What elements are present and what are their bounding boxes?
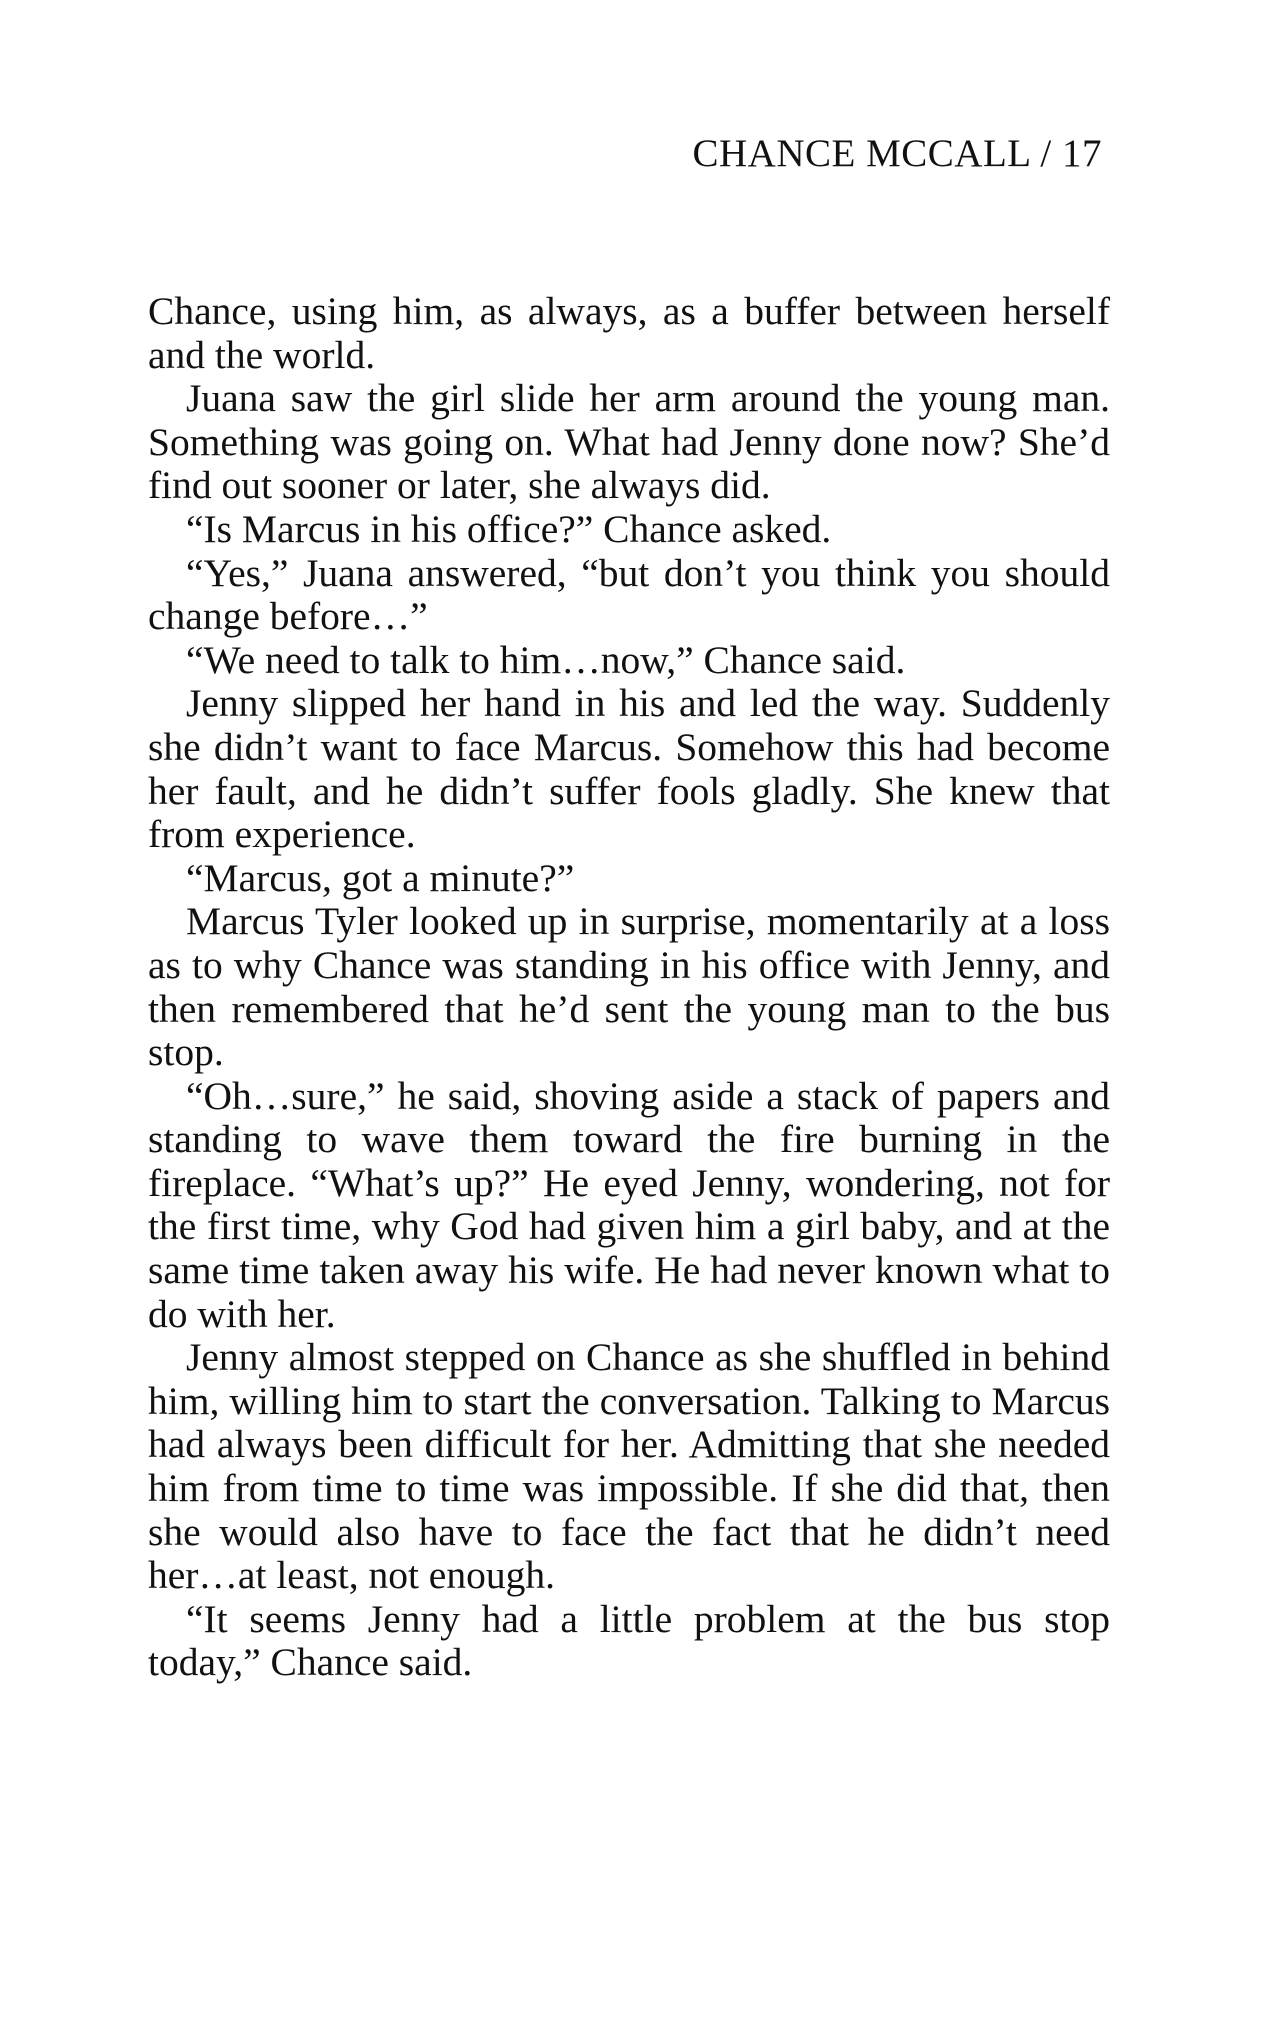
paragraph: Marcus Tyler looked up in surprise, momentarily at a loss as to why Chance was standing in his office with Jenny, and then remembered that he’d sent the young man to the bus stop. — [148, 899, 1110, 1075]
paragraph: “Yes,” Juana answered, “but don’t you think you should change before…” — [148, 550, 1110, 639]
paragraph: “We need to talk to him…now,” Chance said. — [186, 637, 906, 682]
paragraph: Jenny almost stepped on Chance as she shuffled in behind him, willing him to start the conversation. Talking to Marcus had always been difficult for her. Admitting that she needed him from time to time was impossible. If she did that, then she would also have to face the fact that he didn’t need her…at least, not enough. — [148, 1335, 1110, 1598]
paragraph: Chance, using him, as always, as a buffer between herself and the world. — [148, 289, 1110, 377]
running-head: CHANCE MCCALL / 17 — [692, 132, 1102, 175]
paragraph: “Marcus, got a minute?” — [186, 855, 575, 900]
paragraph: Jenny slipped her hand in his and led the way. Suddenly she didn’t want to face Marcus. Somehow this had become her fault, and he didn’t suffer fools gladly. She knew that from experience. — [148, 681, 1110, 857]
paragraph: Juana saw the girl slide her arm around the young man. Something was going on. What had Jenny done now? She’d find out sooner or later, she always did. — [148, 376, 1110, 508]
body-text — [148, 290, 1110, 1685]
paragraph: “Oh…sure,” he said, shoving aside a stack of papers and standing to wave them toward the fire burning in the fireplace. “What’s up?” He eyed Jenny, wondering, not for the first time, why God had given him a girl baby, and at the same time taken away his wife. He had never known what to do with her. — [148, 1073, 1110, 1336]
paragraph: “It seems Jenny had a little problem at the bus stop today,” Chance said. — [148, 1596, 1110, 1685]
paragraph: “Is Marcus in his office?” Chance asked. — [186, 506, 832, 551]
